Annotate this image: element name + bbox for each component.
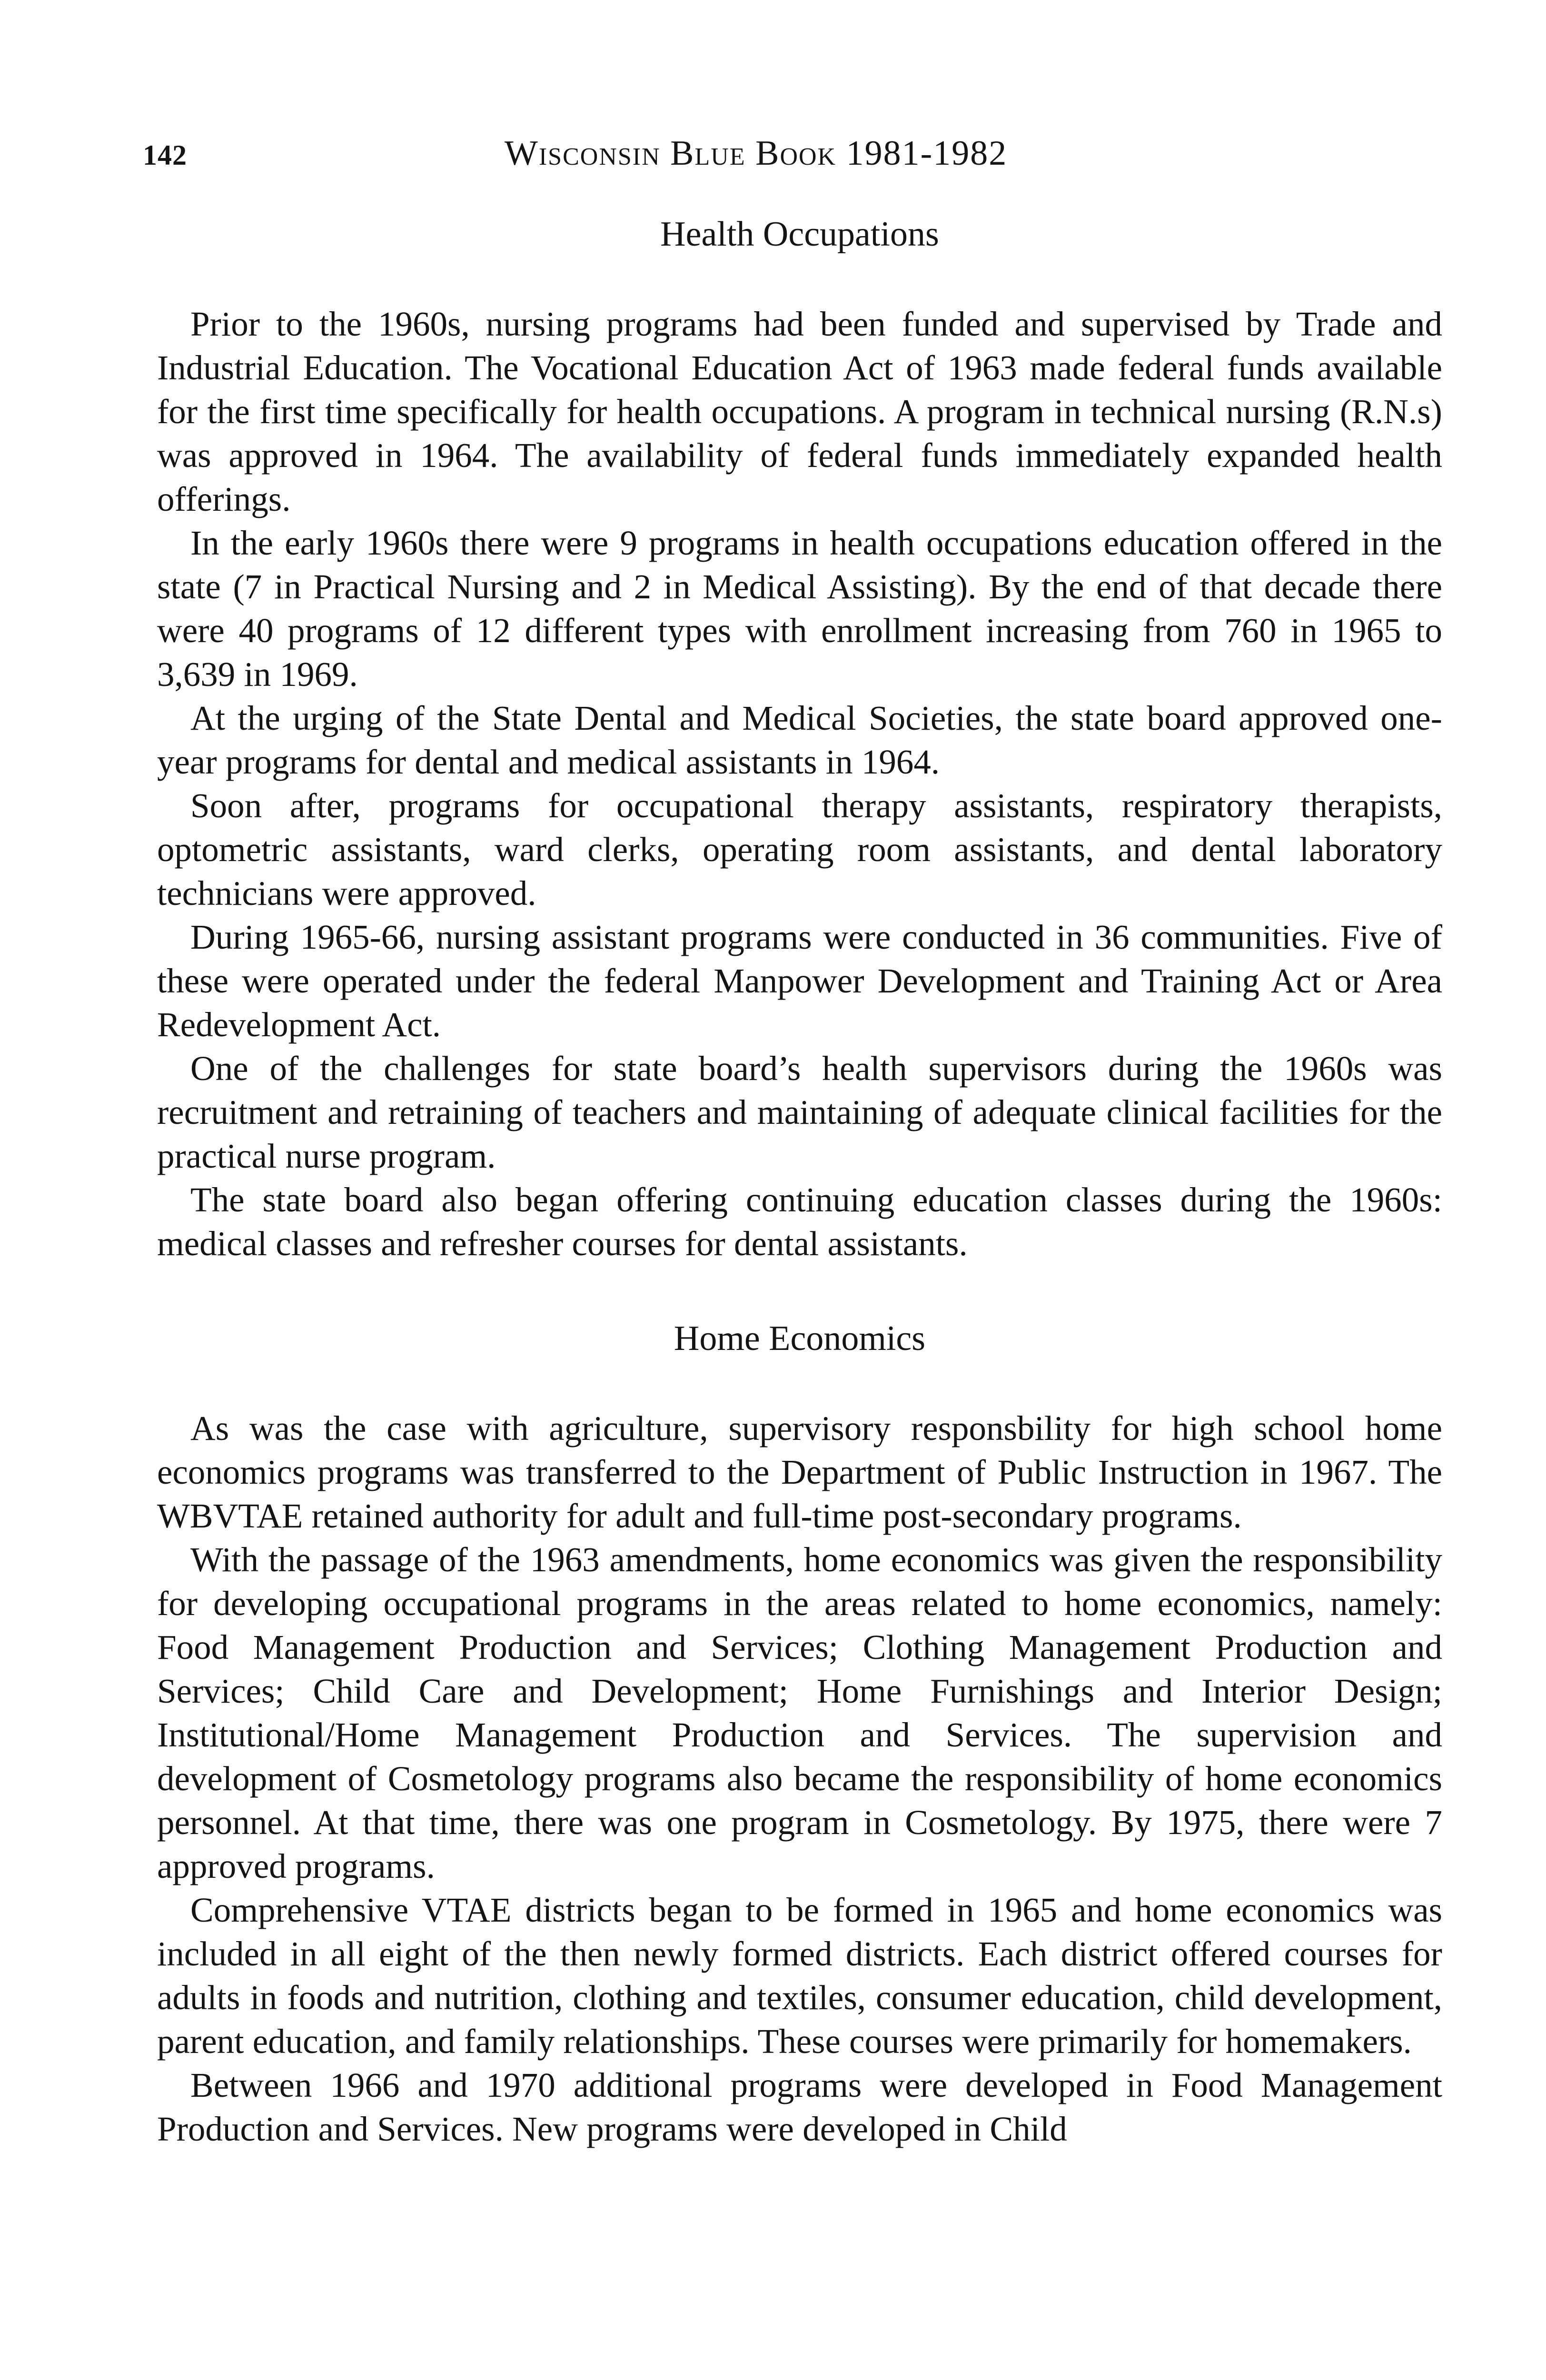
book-title: Wisconsin Blue Book 1981-1982	[505, 134, 1008, 173]
paragraph: The state board also began offering continuing education classes during the 1960s: medical classes and refresher courses for dental assistants.	[157, 1180, 1442, 1263]
paragraph: One of the challenges for state board’s health supervisors during the 1960s was recruitment and retraining of teachers and maintaining of adequate clinical facilities for the practical nurse program.	[157, 1049, 1442, 1175]
paragraph: With the passage of the 1963 amendments, home economics was given the responsibility for developing occupational programs in the areas related to home economics, namely: Food Management Production and Services; Clothing Management Production and Services; Child Care and Development; Home Furnishings and Interior Design; Institutional/Home Management Production and Services. The supervision and development of Cosmetology programs also became the responsibility of home economics personnel. At that time, there was one program in Cosmetology. By 1975, there were 7 approved programs.	[157, 1540, 1442, 1885]
paragraph: In the early 1960s there were 9 programs in health occupations education offered in the state (7 in Practical Nursing and 2 in Medical Assisting). By the end of that decade there were 40 programs of 12 different types with enrollment increasing from 760 in 1965 to 3,639 in 1969.	[157, 524, 1442, 694]
paragraph: At the urging of the State Dental and Medical Societies, the state board approved one-year programs for dental and medical assistants in 1964.	[157, 699, 1442, 781]
paragraph: Comprehensive VTAE districts began to be formed in 1965 and home economics was included in all eight of the then newly formed districts. Each district offered courses for adults in foods and nutrition, clothing and textiles, consumer education, child development, parent education, and family relationships. These courses were primarily for homemakers.	[157, 1891, 1442, 2061]
paragraph: As was the case with agriculture, supervisory responsbility for high school home economics programs was transferred to the Department of Public Instruction in 1967. The WBVTAE retained authority for adult and full-time post-secondary programs.	[157, 1409, 1442, 1535]
section-health-occupations	[157, 214, 1442, 1266]
paragraph: Between 1966 and 1970 additional programs were developed in Food Management Production and Services. New programs were developed in Child	[157, 2066, 1442, 2148]
section-home-economics	[157, 1319, 1442, 2151]
paragraph: Soon after, programs for occupational therapy assistants, respiratory therapists, optometric assistants, ward clerks, operating room assistants, and dental laboratory technicians were approved.	[157, 786, 1442, 912]
page-number: 142	[143, 139, 187, 171]
running-header	[143, 133, 1476, 181]
paragraph: During 1965-66, nursing assistant programs were conducted in 36 communities. Five of these were operated under the federal Manpower Development and Training Act or Area Redevelopment Act.	[157, 918, 1442, 1044]
paragraph: Prior to the 1960s, nursing programs had been funded and supervised by Trade and Industrial Education. The Vocational Education Act of 1963 made federal funds available for the first time specifically for health occupations. A program in technical nursing (R.N.s) was approved in 1964. The availability of federal funds immediately expanded health offerings.	[157, 305, 1442, 518]
section-heading: Home Economics	[674, 1319, 926, 1358]
section-heading: Health Occupations	[660, 215, 939, 254]
